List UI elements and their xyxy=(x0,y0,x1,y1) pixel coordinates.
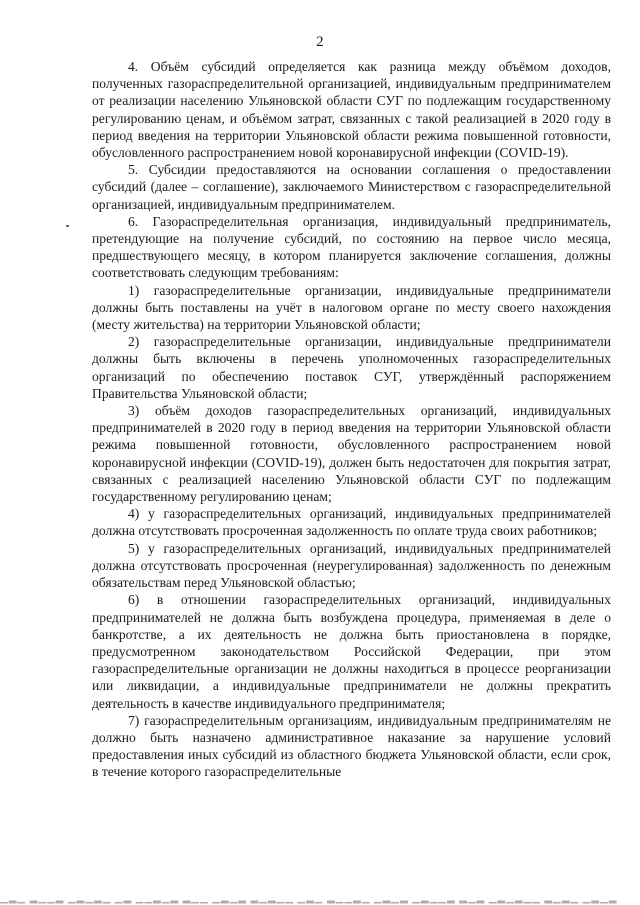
margin-mark xyxy=(66,225,69,227)
cut-off-line-artifact: ▁▂▁ ▂▁▁▂ ▁▂▁▂▁ ▁▂ ▁▁▂▁▂ ▂▁▁ ▁▂▁▂ ▂▁▂▁▁ ▁▂▁ ▂▁▁▂▁ ▁▂▁▂ ▁▂▁▁▂ ▂▁▂ ▁▂▁▂▁▁ ▂▁▂▁ ▁▂▁▂ xyxy=(0,893,618,904)
paragraph-item-5: 5. Субсидии предоставляются на основании соглашения о предоставлении субсидий (далее – соглашение), заключаемого Министерством с газораспределительной организацией, индивидуальным предпринимателем. xyxy=(92,162,611,212)
requirement-1: 1) газораспределительные организации, индивидуальные предприниматели должны быть поставлены на учёт в налоговом органе по месту своего нахождения (месту жительства) на территории Ульяновской области; xyxy=(92,282,611,333)
requirement-7: 7) газораспределительным организациям, индивидуальным предпринимателям не должно быть назначено административное наказание за нарушение условий предоставления иных субсидий из областного бюджета Ульяновской области, если срок, в течение которого газораспределительные xyxy=(92,712,611,780)
requirement-2: 2) газораспределительные организации, индивидуальные предприниматели должны быть включены в перечень уполномоченных газораспределительных организаций по обеспечению поставок СУГ, утверждённый распоряжением Правительства Ульяновской области; xyxy=(92,334,611,401)
requirement-5: 5) у газораспределительных организаций, индивидуальных предпринимателей должна отсутствовать просроченная (неурегулированная) задолженность по денежным обязательствам перед Ульяновской областью; xyxy=(92,540,611,591)
paragraph-item-4: 4. Объём субсидий определяется как разница между объёмом доходов, полученных газораспределительной организацией, индивидуальным предпринимателем от реализации населению Ульяновской области СУГ по подлежащим государственному регулированию ценам, и объёмом затрат, связанных с такой реализацией в 2020 году в период введения на территории Ульяновской области режима повышенной готовности, обусловленного распространением новой коронавирусной инфекции (COVID-19). xyxy=(92,59,611,161)
requirement-4: 4) у газораспределительных организаций, индивидуальных предпринимателей должна отсутствовать просроченная задолженность по оплате труда своих работников; xyxy=(92,506,611,539)
page-number: 2 xyxy=(316,34,324,50)
document-body xyxy=(92,58,611,781)
requirement-6: 6) в отношении газораспределительных организаций, индивидуальных предпринимателей не должна быть возбуждена процедура, применяемая в деле о банкротстве, а их деятельность не должна быть приостановлена в порядке, предусмотренном законодательством Российской Федерации, при этом газораспределительные организации не должны находиться в процессе реорганизации или ликвидации, а индивидуальные предприниматели не должны прекратить деятельность в качестве индивидуального предпринимателя; xyxy=(92,592,611,711)
requirement-3: 3) объём доходов газораспределительных организаций, индивидуальных предпринимателей в 2020 году в период введения на территории Ульяновской области режима повышенной готовности, обусловленного распространением новой коронавирусной инфекции (COVID-19), должен быть недостаточен для покрытия затрат, связанных с реализацией населению Ульяновской области СУГ по подлежащим государственному регулированию ценам; xyxy=(92,403,611,505)
paragraph-item-6: 6. Газораспределительная организация, индивидуальный предприниматель, претендующие на получение субсидий, по состоянию на первое число месяца, предшествующего месяцу, в котором планируется заключение соглашения, должны соответствовать следующим требованиям: xyxy=(92,213,611,281)
